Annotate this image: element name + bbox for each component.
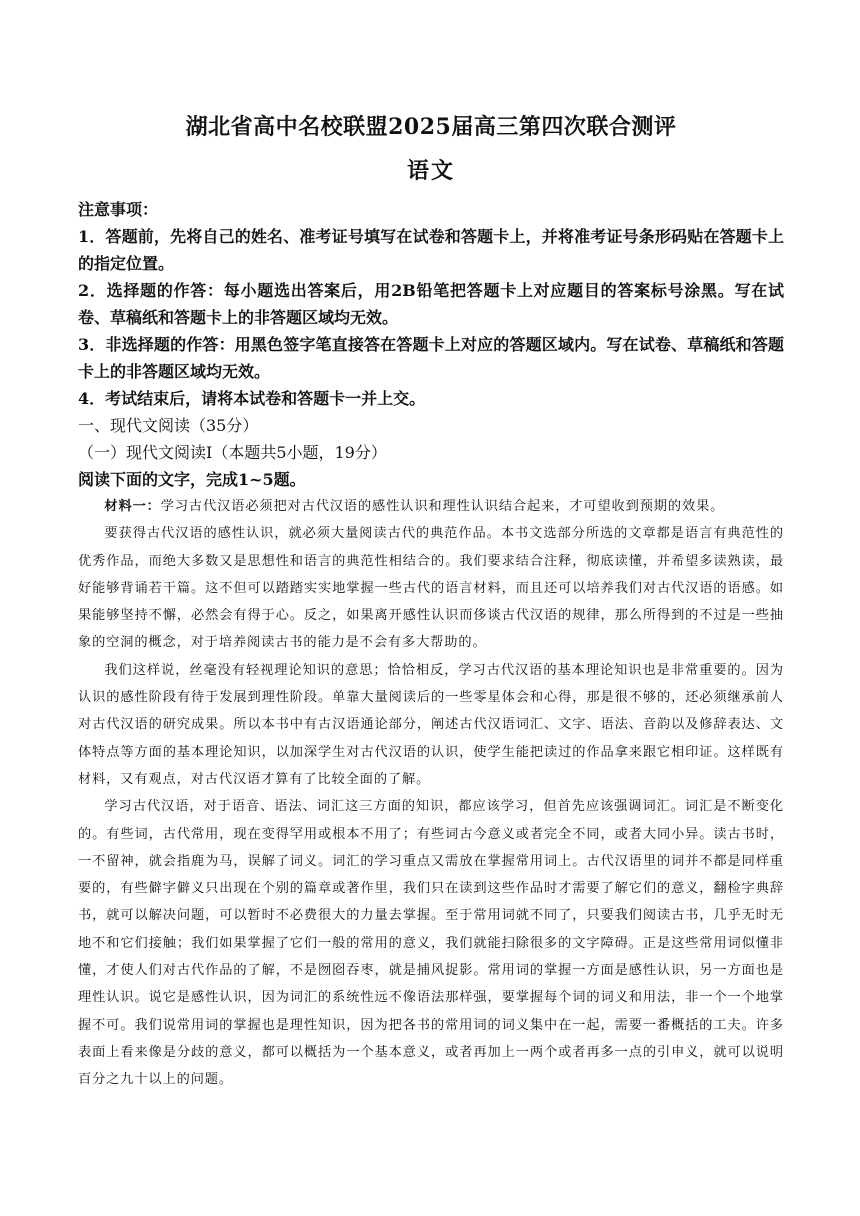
- exam-title: 湖北省高中名校联盟2025届高三第四次联合测评: [185, 114, 677, 140]
- note-item-3: 3．非选择题的作答：用黑色签字笔直接答在答题卡上对应的答题区域内。写在试卷、草稿纸和答题卡上的非答题区域均无效。: [78, 335, 784, 381]
- note-item-4: 4．考试结束后，请将本试卷和答题卡一并上交。: [78, 389, 426, 408]
- reading-passage: [78, 493, 784, 1094]
- reading-instruction: 阅读下面的文字，完成1~5题。: [78, 470, 306, 489]
- passage-paragraph-1: [78, 493, 784, 520]
- note-item-1: 1．答题前，先将自己的姓名、准考证号填写在试卷和答题卡上，并将准考证号条形码贴在答题卡上的指定位置。: [78, 227, 784, 273]
- subsection-heading: （一）现代文阅读I（本题共5小题，19分）: [78, 443, 387, 462]
- subject-title: 语文: [406, 158, 455, 184]
- passage-paragraph-3: 我们这样说，丝毫没有轻视理论知识的意思；恰恰相反，学习古代汉语的基本理论知识也是非常重要的。因为认识的感性阶段有待于发展到理性阶段。单靠大量阅读后的一些零星体会和心得，那是很不够的，还必须继承前人对古代汉语的研究成果。所以本书中有古汉语通论部分，阐述古代汉语词汇、文字、语法、音韵以及修辞表达、文体特点等方面的基本理论知识，以加深学生对古代汉语的认识，使学生能把读过的作品拿来跟它相印证。这样既有材料，又有观点，对古代汉语才算有了比较全面的了解。: [78, 662, 784, 787]
- notes-heading: 注意事项：: [78, 200, 159, 219]
- exam-page: [78, 112, 784, 1094]
- note-item-2: 2．选择题的作答：每小题选出答案后，用2B铅笔把答题卡上对应题目的答案标号涂黑。写在试卷、草稿纸和答题卡上的非答题区域均无效。: [78, 281, 784, 327]
- passage-paragraph-2: 要获得古代汉语的感性认识，就必须大量阅读古代的典范作品。本书文选部分所选的文章都是语言有典范性的优秀作品，而绝大多数又是思想性和语言的典范性相结合的。我们要求结合注释，彻底读懂，并希望多读熟读，最好能够背诵若干篇。这不但可以踏踏实实地掌握一些古代的语言材料，而且还可以培养我们对古代汉语的语感。如果能够坚持不懈，必然会有得于心。反之，如果离开感性认识而侈谈古代汉语的规律，那么所得到的不过是一些抽象的空洞的概念，对于培养阅读古书的能力是不会有多大帮助的。: [78, 526, 784, 651]
- passage-paragraph-1-text: 学习古代汉语必须把对古代汉语的感性认识和理性认识结合起来，才可望收到预期的效果。: [160, 499, 725, 514]
- material-label: 材料一：: [104, 499, 161, 514]
- passage-paragraph-4: 学习古代汉语，对于语音、语法、词汇这三方面的知识，都应该学习，但首先应该强调词汇。词汇是不断变化的。有些词，古代常用，现在变得罕用或根本不用了；有些词古今意义或者完全不同，或者大同小异。读古书时，一不留神，就会指鹿为马，误解了词义。词汇的学习重点又需放在掌握常用词上。古代汉语里的词并不都是同样重要的，有些僻字僻义只出现在个别的篇章或著作里，我们只在读到这些作品时才需要了解它们的意义，翻检字典辞书，就可以解决问题，可以暂时不必费很大的力量去掌握。至于常用词就不同了，只要我们阅读古书，几乎无时无地不和它们接触；我们如果掌握了它们一般的常用的意义，我们就能扫除很多的文字障碍。正是这些常用词似懂非懂，才使人们对古代作品的了解，不是囫囵吞枣，就是捕风捉影。常用词的掌握一方面是感性认识，另一方面也是理性认识。说它是感性认识，因为词汇的系统性远不像语法那样强，要掌握每个词的词义和用法，非一个一个地掌握不可。我们说常用词的掌握也是理性知识，因为把各书的常用词的词义集中在一起，需要一番概括的工夫。许多表面上看来像是分歧的意义，都可以概括为一个基本意义，或者再加上一两个或者再多一点的引申义，就可以说明百分之九十以上的问题。: [78, 799, 784, 1088]
- section-heading: 一、现代文阅读（35分）: [78, 416, 259, 435]
